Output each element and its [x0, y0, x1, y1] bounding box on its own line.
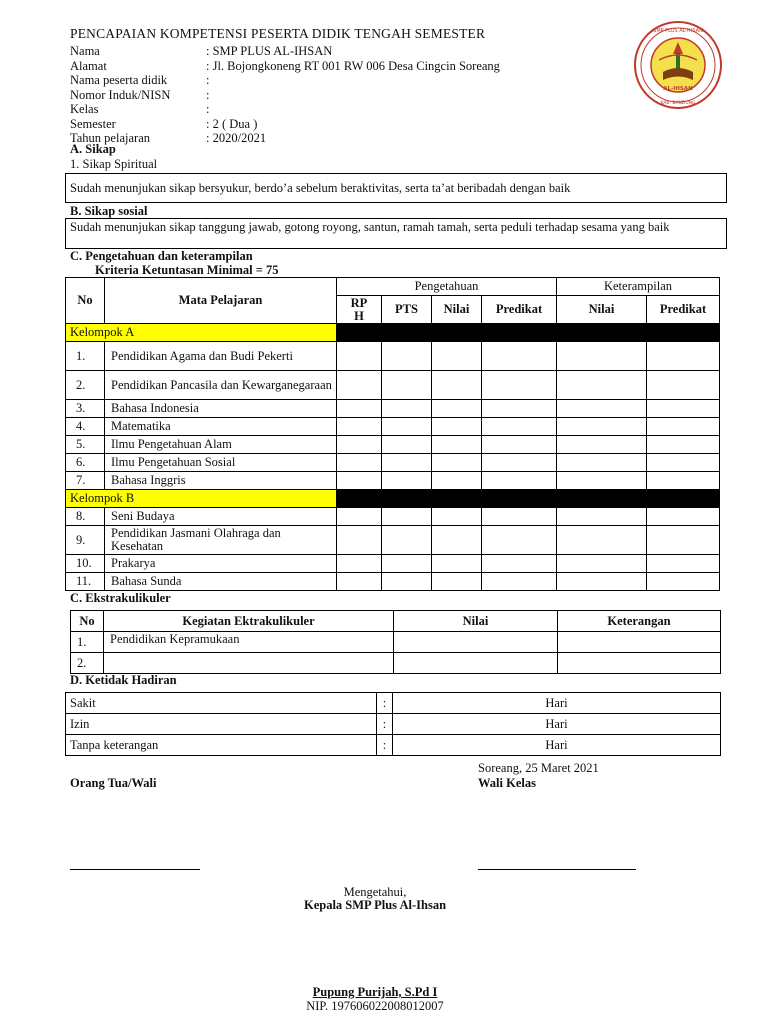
- info-row: [70, 59, 590, 74]
- grade-cell-rph[interactable]: [337, 418, 382, 436]
- col-nilai-keterampilan: Nilai: [557, 296, 647, 324]
- grade-cell-rph[interactable]: [337, 454, 382, 472]
- grade-cell-nilai-keterampilan[interactable]: [557, 454, 647, 472]
- grade-cell-pts[interactable]: [382, 371, 432, 400]
- grade-cell-predikat[interactable]: [482, 400, 557, 418]
- grade-cell-pts[interactable]: [382, 526, 432, 555]
- col-mata-pelajaran: Mata Pelajaran: [105, 278, 337, 324]
- homeroom-signature-line: [478, 869, 636, 870]
- grade-cell-nilai[interactable]: [432, 454, 482, 472]
- grade-cell-predikat[interactable]: [482, 508, 557, 526]
- grade-cell-nilai-keterampilan[interactable]: [557, 573, 647, 591]
- subject-name: Bahasa Indonesia: [105, 400, 337, 418]
- grade-cell-rph[interactable]: [337, 555, 382, 573]
- info-row: [70, 102, 590, 117]
- parent-signature-line: [70, 869, 200, 870]
- info-value: :: [206, 102, 210, 116]
- sikap-sosial-box: [65, 218, 727, 249]
- student-info-table: [70, 44, 590, 146]
- info-label: Semester: [70, 116, 116, 131]
- subject-no: 2.: [66, 371, 105, 400]
- kelompok-a-row: [66, 324, 720, 342]
- grade-cell-nilai-keterampilan[interactable]: [557, 371, 647, 400]
- parent-signature-label: Orang Tua/Wali: [70, 776, 157, 790]
- ekstra-name: [104, 653, 394, 674]
- grade-cell-predikat-keterampilan[interactable]: [647, 436, 720, 454]
- grade-cell-nilai[interactable]: [432, 436, 482, 454]
- subject-name: Bahasa Sunda: [105, 573, 337, 591]
- sikap-spiritual-label: 1. Sikap Spiritual: [70, 157, 158, 171]
- info-value: : 2020/2021: [206, 131, 267, 145]
- grade-cell-pts[interactable]: [382, 555, 432, 573]
- grades-table: [65, 277, 720, 591]
- grade-cell-pts[interactable]: [382, 454, 432, 472]
- subject-name: Seni Budaya: [105, 508, 337, 526]
- svg-text:AL-IHSAN: AL-IHSAN: [663, 86, 693, 92]
- grade-cell-predikat-keterampilan[interactable]: [647, 555, 720, 573]
- grade-cell-predikat[interactable]: [482, 436, 557, 454]
- info-value: : SMP PLUS AL-IHSAN: [206, 44, 333, 58]
- section-pengetahuan-heading: C. Pengetahuan dan keterampilan: [70, 249, 253, 263]
- kkm-label: Kriteria Ketuntasan Minimal = 75: [95, 263, 279, 277]
- attendance-separator: :: [377, 714, 393, 735]
- place-date: Soreang, 25 Maret 2021: [478, 761, 599, 775]
- ekstra-nilai-cell[interactable]: [394, 632, 558, 653]
- svg-text:KAB. BANDUNG: KAB. BANDUNG: [660, 101, 696, 106]
- grade-cell-pts[interactable]: [382, 418, 432, 436]
- col-keterampilan: Keterampilan: [557, 278, 720, 296]
- info-value: : 2 ( Dua ): [206, 116, 258, 131]
- attendance-label: Tanpa keterangan: [66, 735, 377, 756]
- grade-cell-predikat-keterampilan[interactable]: [647, 400, 720, 418]
- attendance-separator: :: [377, 735, 393, 756]
- subject-no: 5.: [66, 436, 105, 454]
- subject-row: [66, 436, 720, 454]
- grade-cell-nilai[interactable]: [432, 342, 482, 371]
- grade-cell-rph[interactable]: [337, 400, 382, 418]
- sikap-spiritual-box: [65, 173, 727, 203]
- attendance-unit[interactable]: Hari: [393, 693, 721, 714]
- info-row: [70, 131, 590, 146]
- grade-cell-rph[interactable]: [337, 371, 382, 400]
- subject-name: Ilmu Pengetahuan Alam: [105, 436, 337, 454]
- grade-cell-rph[interactable]: [337, 436, 382, 454]
- attendance-unit[interactable]: Hari: [393, 714, 721, 735]
- grade-cell-predikat-keterampilan[interactable]: [647, 342, 720, 371]
- grade-cell-predikat-keterampilan[interactable]: [647, 418, 720, 436]
- ekstra-col-kegiatan: Kegiatan Ektrakulikuler: [104, 611, 394, 632]
- grade-cell-predikat[interactable]: [482, 342, 557, 371]
- subject-no: 1.: [66, 342, 105, 371]
- subject-row: [66, 342, 720, 371]
- grade-cell-rph[interactable]: [337, 508, 382, 526]
- info-label: Kelas: [70, 102, 99, 116]
- ekstra-col-no: No: [71, 611, 104, 632]
- subject-row: [66, 400, 720, 418]
- subject-name: Bahasa Inggris: [105, 472, 337, 490]
- subject-row: [66, 526, 720, 555]
- grade-cell-nilai-keterampilan[interactable]: [557, 508, 647, 526]
- info-row: [70, 73, 590, 88]
- document-title: PENCAPAIAN KOMPETENSI PESERTA DIDIK TENGAH SEMESTER: [70, 26, 486, 41]
- info-label: Tahun pelajaran: [70, 131, 150, 145]
- grade-cell-nilai[interactable]: [432, 472, 482, 490]
- kelompok-b-row-label: Kelompok B: [66, 490, 337, 508]
- subject-no: 3.: [66, 400, 105, 418]
- subject-no: 4.: [66, 418, 105, 436]
- grade-cell-nilai-keterampilan[interactable]: [557, 342, 647, 371]
- grade-cell-nilai-keterampilan[interactable]: [557, 400, 647, 418]
- subject-name: Prakarya: [105, 555, 337, 573]
- subject-name: Pendidikan Agama dan Budi Pekerti: [105, 342, 337, 371]
- subject-no: 6.: [66, 454, 105, 472]
- grade-cell-rph[interactable]: [337, 472, 382, 490]
- sikap-spiritual-text: Sudah menunjukan sikap bersyukur, berdo’a sebelum beraktivitas, serta ta’at beribadah dengan baik: [70, 181, 571, 195]
- ekstra-no: 2.: [71, 653, 104, 674]
- grade-cell-nilai[interactable]: [432, 371, 482, 400]
- grade-cell-predikat[interactable]: [482, 454, 557, 472]
- info-label: Nomor Induk/NISN: [70, 87, 171, 102]
- grade-cell-predikat-keterampilan[interactable]: [647, 573, 720, 591]
- grade-cell-predikat[interactable]: [482, 555, 557, 573]
- col-nilai: Nilai: [432, 296, 482, 324]
- subject-no: 11.: [66, 573, 105, 591]
- grade-cell-pts[interactable]: [382, 436, 432, 454]
- grade-cell-predikat-keterampilan[interactable]: [647, 371, 720, 400]
- principal-title: Kepala SMP Plus Al-Ihsan: [303, 898, 447, 912]
- grade-cell-predikat[interactable]: [482, 573, 557, 591]
- info-value: :: [206, 73, 210, 87]
- ekstra-col-keterangan: Keterangan: [558, 611, 721, 632]
- grade-cell-nilai[interactable]: [432, 573, 482, 591]
- ekstra-nilai-cell[interactable]: [394, 653, 558, 674]
- kelompok-b-row: [66, 490, 720, 508]
- acknowledged-label: Mengetahui,: [343, 885, 407, 899]
- info-row: [70, 88, 590, 103]
- grade-cell-rph[interactable]: [337, 526, 382, 555]
- grade-cell-predikat[interactable]: [482, 526, 557, 555]
- col-pengetahuan: Pengetahuan: [337, 278, 557, 296]
- subject-row: [66, 555, 720, 573]
- grade-cell-nilai[interactable]: [432, 400, 482, 418]
- col-rph: RP H: [337, 296, 382, 324]
- section-kehadiran-heading: D. Ketidak Hadiran: [70, 673, 177, 687]
- grade-cell-nilai-keterampilan[interactable]: [557, 436, 647, 454]
- attendance-label: Izin: [66, 714, 377, 735]
- ekstra-keterangan-cell[interactable]: [558, 653, 721, 674]
- homeroom-signature-label: Wali Kelas: [478, 776, 536, 790]
- col-pts: PTS: [382, 296, 432, 324]
- subject-row: [66, 418, 720, 436]
- attendance-row: [66, 714, 721, 735]
- grade-cell-nilai-keterampilan[interactable]: [557, 555, 647, 573]
- subject-row: [66, 472, 720, 490]
- grade-cell-nilai[interactable]: [432, 418, 482, 436]
- subject-row: [66, 454, 720, 472]
- subject-name: Pendidikan Pancasila dan Kewarganegaraan: [105, 371, 337, 400]
- ekstra-name: Pendidikan Kepramukaan: [104, 632, 394, 653]
- subject-name: Matematika: [105, 418, 337, 436]
- section-sikap-sosial-heading: B. Sikap sosial: [70, 204, 148, 218]
- subject-row: [66, 508, 720, 526]
- ekstra-row: [71, 653, 721, 674]
- grade-cell-predikat-keterampilan[interactable]: [647, 454, 720, 472]
- grade-cell-nilai[interactable]: [432, 555, 482, 573]
- ekstra-row: [71, 632, 721, 653]
- principal-nip: NIP. 197606022008012007: [306, 999, 444, 1013]
- subject-name: Ilmu Pengetahuan Sosial: [105, 454, 337, 472]
- subject-name: Pendidikan Jasmani Olahraga dan Kesehatan: [105, 526, 337, 555]
- subject-no: 7.: [66, 472, 105, 490]
- subject-row: [66, 573, 720, 591]
- grade-cell-nilai[interactable]: [432, 508, 482, 526]
- grade-cell-nilai-keterampilan[interactable]: [557, 418, 647, 436]
- grade-cell-predikat-keterampilan[interactable]: [647, 472, 720, 490]
- grade-cell-nilai-keterampilan[interactable]: [557, 472, 647, 490]
- grade-cell-pts[interactable]: [382, 508, 432, 526]
- subject-no: 8.: [66, 508, 105, 526]
- grade-cell-predikat[interactable]: [482, 418, 557, 436]
- ekstra-col-nilai: Nilai: [394, 611, 558, 632]
- ekstra-keterangan-cell[interactable]: [558, 632, 721, 653]
- grade-cell-predikat[interactable]: [482, 472, 557, 490]
- grade-cell-pts[interactable]: [382, 400, 432, 418]
- ekstra-no: 1.: [71, 632, 104, 653]
- svg-text:SMP PLUS AL-IHSAN: SMP PLUS AL-IHSAN: [653, 28, 703, 34]
- subject-no: 9.: [66, 526, 105, 555]
- grade-cell-nilai-keterampilan[interactable]: [557, 526, 647, 555]
- section-sikap-heading: A. Sikap: [70, 142, 116, 156]
- grade-cell-predikat-keterampilan[interactable]: [647, 508, 720, 526]
- grade-cell-predikat[interactable]: [482, 371, 557, 400]
- col-predikat: Predikat: [482, 296, 557, 324]
- subject-row: [66, 371, 720, 400]
- grade-cell-pts[interactable]: [382, 342, 432, 371]
- grade-cell-rph[interactable]: [337, 573, 382, 591]
- attendance-unit[interactable]: Hari: [393, 735, 721, 756]
- kelompok-b-row-filler: [337, 490, 720, 508]
- info-row: [70, 117, 590, 132]
- attendance-label: Sakit: [66, 693, 377, 714]
- grade-cell-rph[interactable]: [337, 342, 382, 371]
- attendance-separator: :: [377, 693, 393, 714]
- info-value: :: [206, 87, 210, 102]
- section-ekstra-heading: C. Ekstrakulikuler: [70, 591, 171, 605]
- grade-cell-pts[interactable]: [382, 472, 432, 490]
- attendance-table: [65, 692, 721, 756]
- attendance-row: [66, 693, 721, 714]
- attendance-row: [66, 735, 721, 756]
- col-no: No: [66, 278, 105, 324]
- info-label: Nama peserta didik: [70, 73, 168, 87]
- subject-no: 10.: [66, 555, 105, 573]
- kelompok-a-row-label: Kelompok A: [66, 324, 337, 342]
- info-row: [70, 44, 590, 59]
- info-label: Nama: [70, 44, 100, 58]
- ekstra-table: [70, 610, 721, 674]
- kelompok-a-row-filler: [337, 324, 720, 342]
- info-label: Alamat: [70, 58, 107, 73]
- grade-cell-predikat-keterampilan[interactable]: [647, 526, 720, 555]
- info-value: : Jl. Bojongkoneng RT 001 RW 006 Desa Cingcin Soreang: [206, 58, 500, 73]
- school-logo: [633, 20, 723, 110]
- grade-cell-nilai[interactable]: [432, 526, 482, 555]
- col-predikat-keterampilan: Predikat: [647, 296, 720, 324]
- principal-name: Pupung Purijah, S.Pd I: [312, 985, 438, 999]
- sikap-sosial-text: Sudah menunjukan sikap tanggung jawab, gotong royong, santun, ramah tamah, serta peduli terhadap sesama yang baik: [70, 220, 670, 234]
- grade-cell-pts[interactable]: [382, 573, 432, 591]
